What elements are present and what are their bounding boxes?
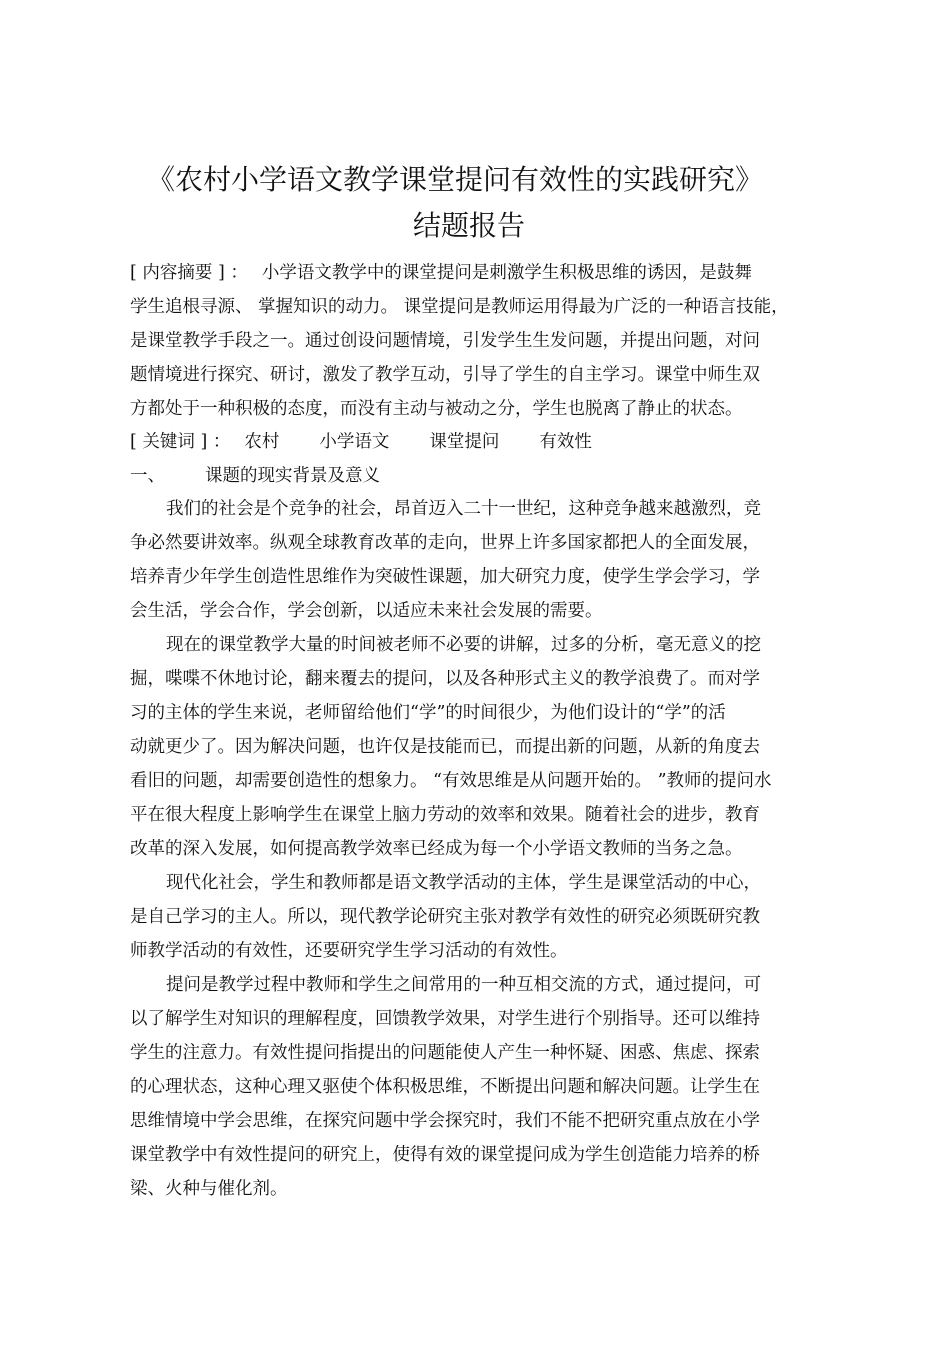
paragraph-line: 看旧的问题，却需要创造性的想象力。 “有效思维是从问题开始的。 ”教师的提问水 xyxy=(130,771,772,791)
paragraph-line: 我们的社会是个竞争的社会，昂首迈入二十一世纪，这种竞争越来越激烈，竞 xyxy=(166,499,761,519)
paragraph-line: 的心理状态，这种心理又驱使个体积极思维，不断提出问题和解决问题。让学生在 xyxy=(130,1077,760,1097)
keyword: 有效性 xyxy=(539,432,592,452)
abstract-line xyxy=(130,259,752,287)
paragraph-line: 以了解学生对知识的理解程度，回馈教学效果，对学生进行个别指导。还可以维持 xyxy=(130,1009,760,1029)
abstract-text: 小学语文教学中的课堂提问是刺激学生积极思维的诱因，是鼓舞 xyxy=(261,263,752,283)
section-title: 课题的现实背景及意义 xyxy=(205,466,380,486)
keywords-label: [ 关键词 ] ： xyxy=(130,432,231,452)
document-subtitle: 结题报告 xyxy=(412,209,525,242)
paragraph-line: 争必然要讲效率。纵观全球教育改革的走向，世界上许多国家都把人的全面发展， xyxy=(130,533,760,553)
keyword: 农村 xyxy=(244,432,280,452)
paragraph-line: 培养青少年学生创造性思维作为突破性课题，加大研究力度，使学生学会学习，学 xyxy=(130,567,760,587)
keyword: 课堂提问 xyxy=(429,432,500,452)
keywords-line xyxy=(130,428,592,456)
paragraph-line: 思维情境中学会思维，在探究问题中学会探究时，我们不能不把研究重点放在小学 xyxy=(130,1111,760,1131)
abstract-label: [ 内容摘要 ] ： xyxy=(130,263,248,283)
paragraph-line: 课堂教学中有效性提问的研究上，使得有效的课堂提问成为学生创造能力培养的桥 xyxy=(130,1145,760,1165)
section-number: 一、 xyxy=(130,466,165,486)
paragraph-line: 习的主体的学生来说，老师留给他们“学”的时间很少，为他们设计的“学”的活 xyxy=(130,703,726,723)
paragraph-line: 现代化社会，学生和教师都是语文教学活动的主体，学生是课堂活动的中心， xyxy=(166,873,761,893)
paragraph-line: 改革的深入发展，如何提高教学效率已经成为每一个小学语文教师的当务之急。 xyxy=(130,839,743,859)
paragraph-line: 学生的注意力。有效性提问指提出的问题能使人产生一种怀疑、困惑、焦虑、探索 xyxy=(130,1043,760,1063)
paragraph-line: 提问是教学过程中教师和学生之间常用的一种互相交流的方式，通过提问，可 xyxy=(166,975,761,995)
section-heading xyxy=(130,462,380,490)
paragraph-line: 现在的课堂教学大量的时间被老师不必要的讲解，过多的分析，毫无意义的挖 xyxy=(166,635,761,655)
paragraph-line: 是自己学习的主人。所以，现代教学论研究主张对教学有效性的研究必须既研究教 xyxy=(130,907,760,927)
paragraph-line: 掘，喋喋不休地讨论，翻来覆去的提问，以及各种形式主义的教学浪费了。而对学 xyxy=(130,669,760,689)
abstract-line: 是课堂教学手段之一。通过创设问题情境，引发学生生发问题，并提出问题，对问 xyxy=(130,331,760,351)
paragraph-line: 师教学活动的有效性，还要研究学生学习活动的有效性。 xyxy=(130,941,568,961)
paragraph-line: 会生活，学会合作，学会创新，以适应未来社会发展的需要。 xyxy=(130,601,603,621)
paragraph-line: 梁、火种与催化剂。 xyxy=(130,1179,288,1199)
paragraph-line: 动就更少了。因为解决问题，也许仅是技能而已，而提出新的问题，从新的角度去 xyxy=(130,737,760,757)
paragraph-line: 平在很大程度上影响学生在课堂上脑力劳动的效率和效果。随着社会的进步，教育 xyxy=(130,805,760,825)
keyword: 小学语文 xyxy=(319,432,390,452)
document-title: 《农村小学语文教学课堂提问有效性的实践研究》 xyxy=(146,163,763,196)
abstract-line: 学生追根寻源、 掌握知识的动力。 课堂提问是教师运用得最为广泛的一种语言技能， xyxy=(130,297,789,317)
abstract-line: 方都处于一种积极的态度，而没有主动与被动之分，学生也脱离了静止的状态。 xyxy=(130,399,743,419)
abstract-line: 题情境进行探究、研讨，激发了教学互动，引导了学生的自主学习。课堂中师生双 xyxy=(130,365,760,385)
